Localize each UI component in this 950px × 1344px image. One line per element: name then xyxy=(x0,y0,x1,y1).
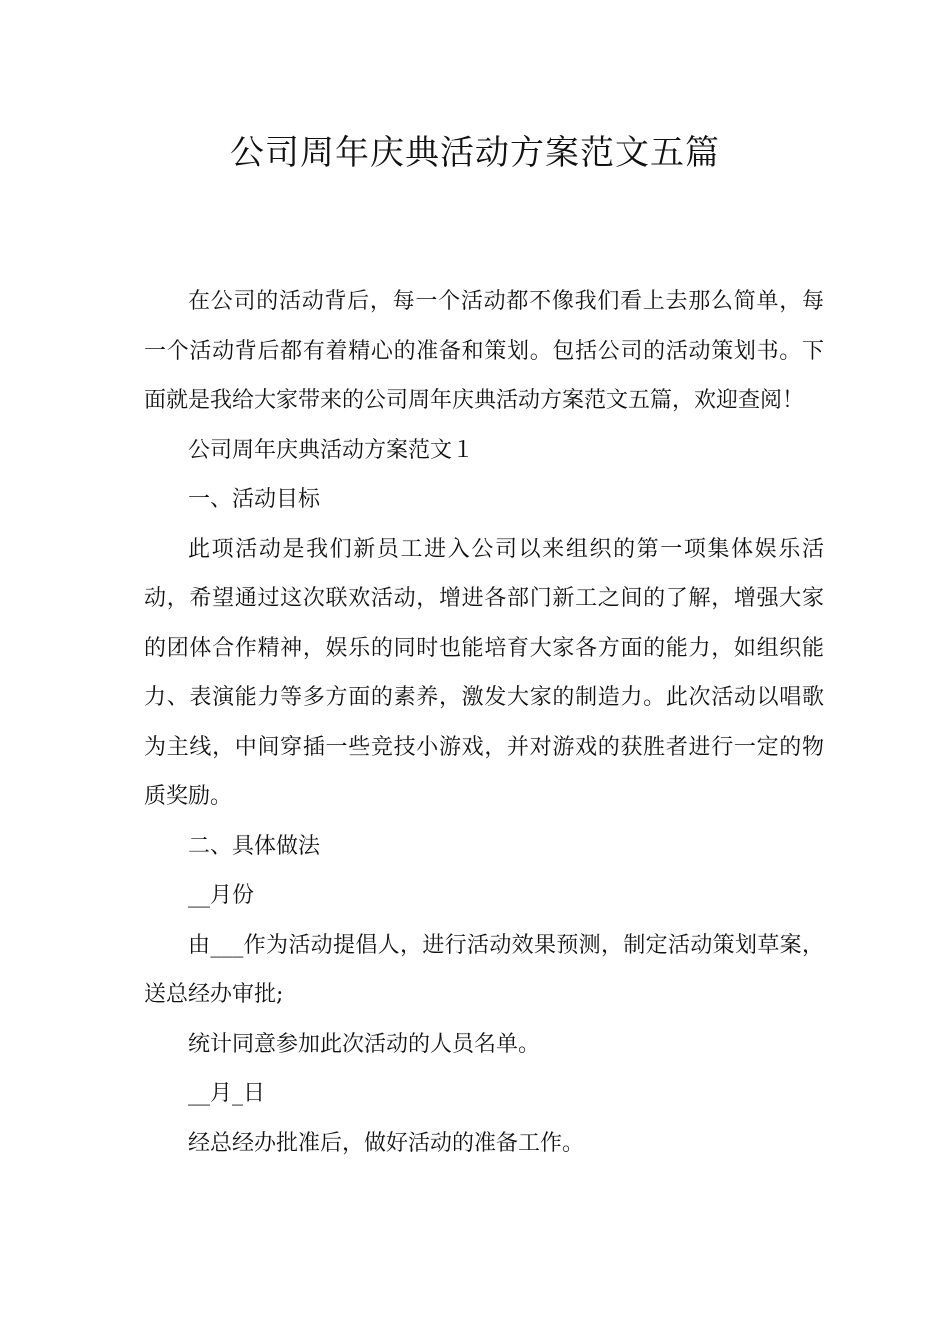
section-heading-sample-1: 公司周年庆典活动方案范文１ xyxy=(188,437,475,463)
paragraph-preparation: 经总经办批准后，做好活动的准备工作。 xyxy=(188,1130,585,1156)
document-title: 公司周年庆典活动方案范文五篇 xyxy=(230,133,720,173)
paragraph-month: __月份 xyxy=(188,883,255,908)
paragraph-date: __月_日 xyxy=(188,1081,266,1106)
document-body xyxy=(144,277,824,1168)
paragraph-initiator: 由___作为活动提倡人，进行活动效果预测，制定活动策划草案，送总经办审批; xyxy=(144,932,824,1007)
heading-activity-goal: 一、活动目标 xyxy=(188,487,321,512)
intro-paragraph: 在公司的活动背后，每一个活动都不像我们看上去那么简单，每一个活动背后都有着精心的准备和策划。包括公司的活动策划书。下面就是我给大家带来的公司周年庆典活动方案范文五篇，欢迎查阅！ xyxy=(144,289,824,413)
heading-specific-method: 二、具体做法 xyxy=(188,833,321,859)
paragraph-participant-list: 统计同意参加此次活动的人员名单。 xyxy=(188,1031,541,1057)
paragraph-activity-goal: 此项活动是我们新员工进入公司以来组织的第一项集体娱乐活动，希望通过这次联欢活动，增进各部门新工之间的了解，增强大家的团体合作精神，娱乐的同时也能培育大家各方面的能力，如组织能力、表演能力等多方面的素养，激发大家的制造力。此次活动以唱歌为主线，中间穿插一些竞技小游戏，并对游戏的获胜者进行一定的物质奖励。 xyxy=(144,536,824,809)
